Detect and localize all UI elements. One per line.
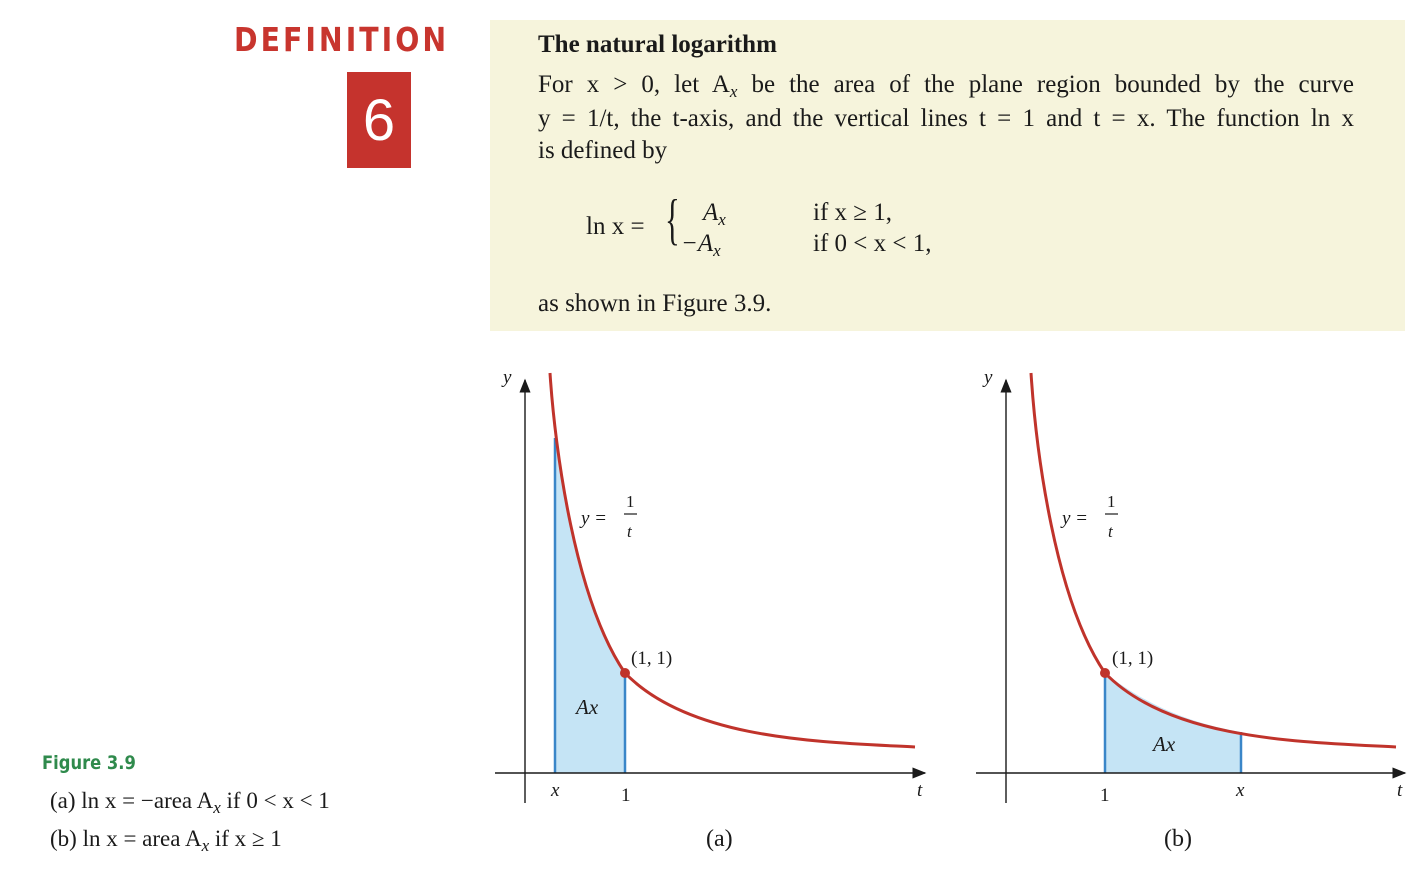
panel-a-tick-1: 1 bbox=[621, 785, 631, 806]
panel-b-y-label: y bbox=[984, 367, 993, 388]
formula-case-2-subscript: x bbox=[713, 241, 721, 260]
panel-b-title: (b) bbox=[1164, 826, 1192, 852]
figure-label: Figure 3.9 bbox=[42, 752, 136, 774]
panel-a-curve-num: 1 bbox=[626, 492, 635, 511]
formula-case-2-symbol: −A bbox=[681, 230, 714, 257]
panel-a-title: (a) bbox=[706, 826, 733, 852]
caption-b-text: (b) ln x = area A bbox=[50, 826, 202, 851]
definition-heading: DEFINITION bbox=[234, 20, 450, 59]
definition-title: The natural logarithm bbox=[538, 31, 777, 58]
panel-a-point-label: (1, 1) bbox=[631, 648, 673, 669]
definition-line-1-text: For x > 0, let A bbox=[538, 71, 730, 98]
panel-b-curve-den: t bbox=[1108, 522, 1113, 541]
panel-b-point-label: (1, 1) bbox=[1112, 648, 1154, 669]
panel-a bbox=[495, 367, 925, 852]
panel-b-curve bbox=[1031, 373, 1396, 747]
definition-number-badge: 6 bbox=[347, 72, 411, 168]
panel-a-curve-den: t bbox=[627, 522, 632, 541]
formula-case-1-condition: if x ≥ 1, bbox=[813, 199, 892, 226]
panel-b-tick-x: x bbox=[1236, 780, 1245, 801]
formula-brace: { bbox=[665, 189, 680, 251]
panel-b-area-label: Ax bbox=[1153, 732, 1176, 756]
panel-a-y-label: y bbox=[503, 367, 512, 388]
caption-a-text: (a) ln x = −area A bbox=[50, 788, 214, 813]
definition-closing: as shown in Figure 3.9. bbox=[538, 290, 772, 317]
definition-line-2: y = 1/t, the t-axis, and the vertical lines t = 1 and t = x. The function ln x bbox=[538, 105, 1354, 132]
caption-b-subscript: x bbox=[201, 836, 210, 855]
definition-line-3: is defined by bbox=[538, 137, 668, 164]
definition-line-1-tail: be the area of the plane region bounded by the curve bbox=[737, 71, 1354, 98]
panel-a-curve-lhs: y = bbox=[581, 508, 608, 529]
panel-b-curve-num: 1 bbox=[1107, 492, 1116, 511]
panel-a-area-label: Ax bbox=[576, 695, 599, 719]
formula-case-2-condition: if 0 < x < 1, bbox=[813, 230, 932, 257]
caption-a-tail: if 0 < x < 1 bbox=[220, 788, 330, 813]
formula-lhs: ln x = bbox=[586, 213, 645, 240]
panel-a-t-label: t bbox=[917, 780, 923, 801]
panel-a-shaded-area bbox=[555, 438, 625, 773]
caption-b-tail: if x ≥ 1 bbox=[209, 826, 282, 851]
panel-b-tick-1: 1 bbox=[1100, 785, 1110, 806]
formula-case-1-subscript: x bbox=[718, 210, 726, 229]
panel-b-curve-lhs: y = bbox=[1062, 508, 1089, 529]
panel-a-tick-x: x bbox=[551, 780, 560, 801]
panel-b bbox=[976, 367, 1405, 852]
panel-b-t-label: t bbox=[1397, 780, 1403, 801]
panel-b-shaded-area bbox=[1105, 673, 1241, 773]
definition-line-1-subscript: x bbox=[729, 82, 738, 101]
panel-a-point bbox=[620, 668, 630, 678]
caption-a-subscript: x bbox=[213, 798, 221, 817]
formula-case-1-symbol: A bbox=[703, 199, 719, 226]
panel-b-point bbox=[1100, 668, 1110, 678]
